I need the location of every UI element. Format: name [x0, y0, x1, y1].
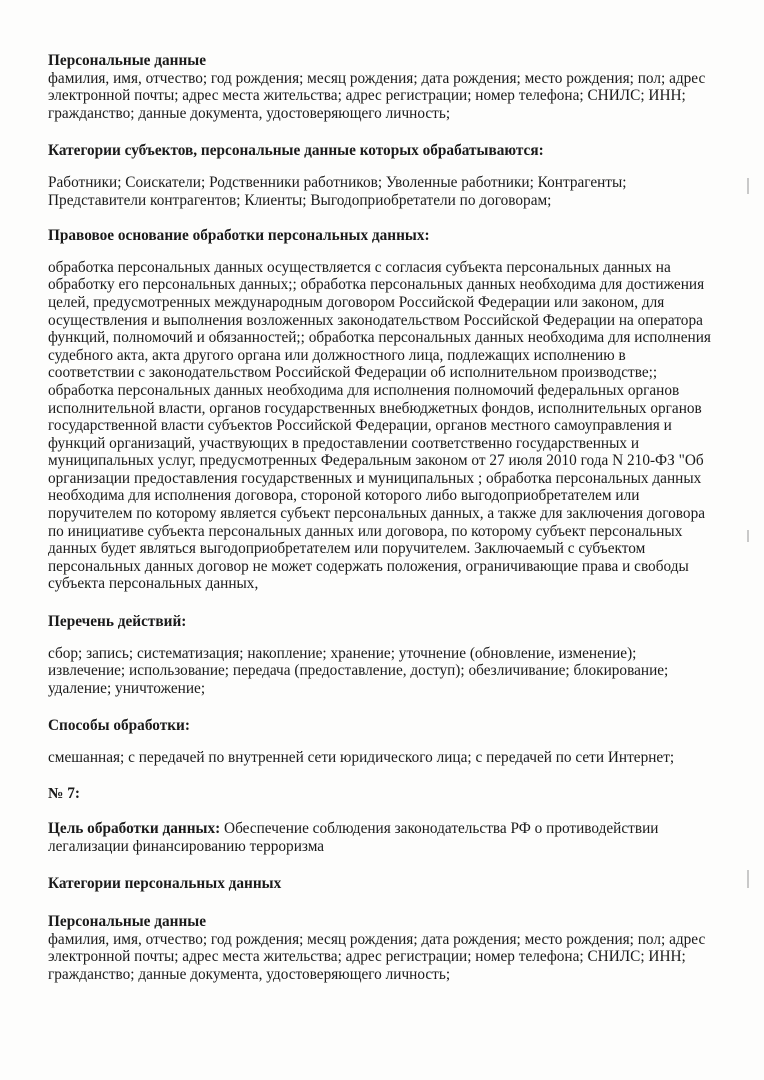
text-line: Представители контрагентов; Клиенты; Выгодоприобретатели по договорам; — [48, 191, 552, 209]
text-line: осуществления и выполнения возложенных законодательством Российской Федерации на оператора — [48, 311, 703, 329]
text-line: по инициативе субъекта персональных данных или договора, по которому субъект персональных — [48, 522, 683, 540]
text-line: сбор; запись; систематизация; накопление; хранение; уточнение (обновление, изменение); — [48, 644, 637, 662]
text-line: муниципальных услуг, предусмотренных Федеральным законом от 27 июля 2010 года N 210-ФЗ "Об — [48, 452, 704, 470]
text-line: субъекта персональных данных, — [48, 575, 259, 593]
scan-artifact — [747, 530, 749, 542]
section-heading: Персональные данные — [48, 52, 207, 69]
text-line: легализации финансированию терроризма — [48, 837, 325, 855]
text-line: целей, предусмотренных международным договором Российской Федерации или законом, для — [48, 293, 665, 311]
section-personal-data-1 — [48, 52, 728, 122]
section-legal-basis — [48, 227, 728, 593]
purpose-text: Обеспечение соблюдения законодательства РФ о противодействии — [220, 820, 659, 838]
text-line: удаление; уничтожение; — [48, 679, 206, 697]
section-number — [48, 785, 728, 803]
section-personal-data-2 — [48, 913, 728, 983]
section-heading: Персональные данные — [48, 912, 207, 930]
text-line: функций организаций, участвующих в предоставлении соответственно государственных и — [48, 434, 640, 452]
text-line: судебного акта, акта другого органа или должностного лица, подлежащих исполнению в — [48, 346, 626, 364]
scan-artifact — [747, 178, 749, 194]
section-actions-list — [48, 613, 728, 697]
section-heading: Категории субъектов, персональные данные которых обрабатываются: — [48, 142, 544, 160]
text-line: фамилия, имя, отчество; год рождения; месяц рождения; дата рождения; место рождения; пол; адрес — [48, 69, 706, 87]
section-heading: Перечень действий: — [48, 613, 187, 631]
scan-artifact — [747, 870, 749, 888]
text-line: обработка персональных данных необходима для исполнения полномочий федеральных органов — [48, 381, 680, 399]
section-heading: Категории персональных данных — [48, 875, 282, 893]
text-line: данных будет являться выгодоприобретателем или поручителем. Заключаемый с субъектом — [48, 540, 646, 558]
text-line: фамилия, имя, отчество; год рождения; месяц рождения; дата рождения; место рождения; пол; адрес — [48, 930, 706, 948]
text-line: смешанная; с передачей по внутренней сети юридического лица; с передачей по сети Интернет; — [48, 749, 675, 766]
text-line: электронной почты; адрес места жительства; адрес регистрации; номер телефона; СНИЛС; ИНН; — [48, 948, 686, 966]
text-line: электронной почты; адрес места жительства; адрес регистрации; номер телефона; СНИЛС; ИНН; — [48, 87, 686, 105]
purpose-label: Цель обработки данных: — [48, 820, 221, 838]
text-line: необходима для исполнения договора, стороной которого либо выгодоприобретателем или — [48, 487, 640, 505]
purpose-line — [48, 820, 728, 838]
text-line: извлечение; использование; передача (предоставление, доступ); обезличивание; блокирование; — [48, 662, 669, 680]
text-line: обработку его персональных данных;; обработка персональных данных необходима для достижения — [48, 276, 705, 294]
section-data-categories — [48, 875, 728, 893]
text-line: гражданство; данные документа, удостоверяющего личность; — [48, 104, 451, 122]
text-line: гражданство; данные документа, удостоверяющего личность; — [48, 965, 451, 983]
text-line: функций, полномочий и обязанностей;; обработка персональных данных необходима для исполнения — [48, 329, 711, 347]
text-line: государственной власти субъектов Российской Федерации, органов местного самоуправления и — [48, 417, 672, 435]
document-page — [48, 52, 728, 983]
section-heading: Правовое основание обработки персональных данных: — [48, 227, 430, 245]
section-number-heading: № 7: — [48, 784, 80, 802]
text-line: поручителем по которому является субъект персональных данных, а также для заключения договора — [48, 505, 706, 523]
section-heading: Способы обработки: — [48, 717, 190, 735]
section-processing-purpose — [48, 820, 728, 855]
text-line: Работники; Соискатели; Родственники работников; Уволенные работники; Контрагенты; — [48, 173, 627, 191]
text-line: персональных данных договор не может содержать положения, ограничивающие права и свободы — [48, 557, 689, 575]
text-line: соответствии с законодательством Российской Федерации об исполнительном производстве;; — [48, 364, 658, 382]
section-processing-methods — [48, 717, 728, 766]
text-line: исполнительной власти, органов государственных внебюджетных фондов, исполнительных органов — [48, 399, 702, 417]
text-line: обработка персональных данных осуществляется с согласия субъекта персональных данных на — [48, 258, 671, 276]
text-line: организации предоставления государственных и муниципальных ; обработка персональных данных — [48, 469, 702, 487]
section-subject-categories — [48, 142, 728, 209]
